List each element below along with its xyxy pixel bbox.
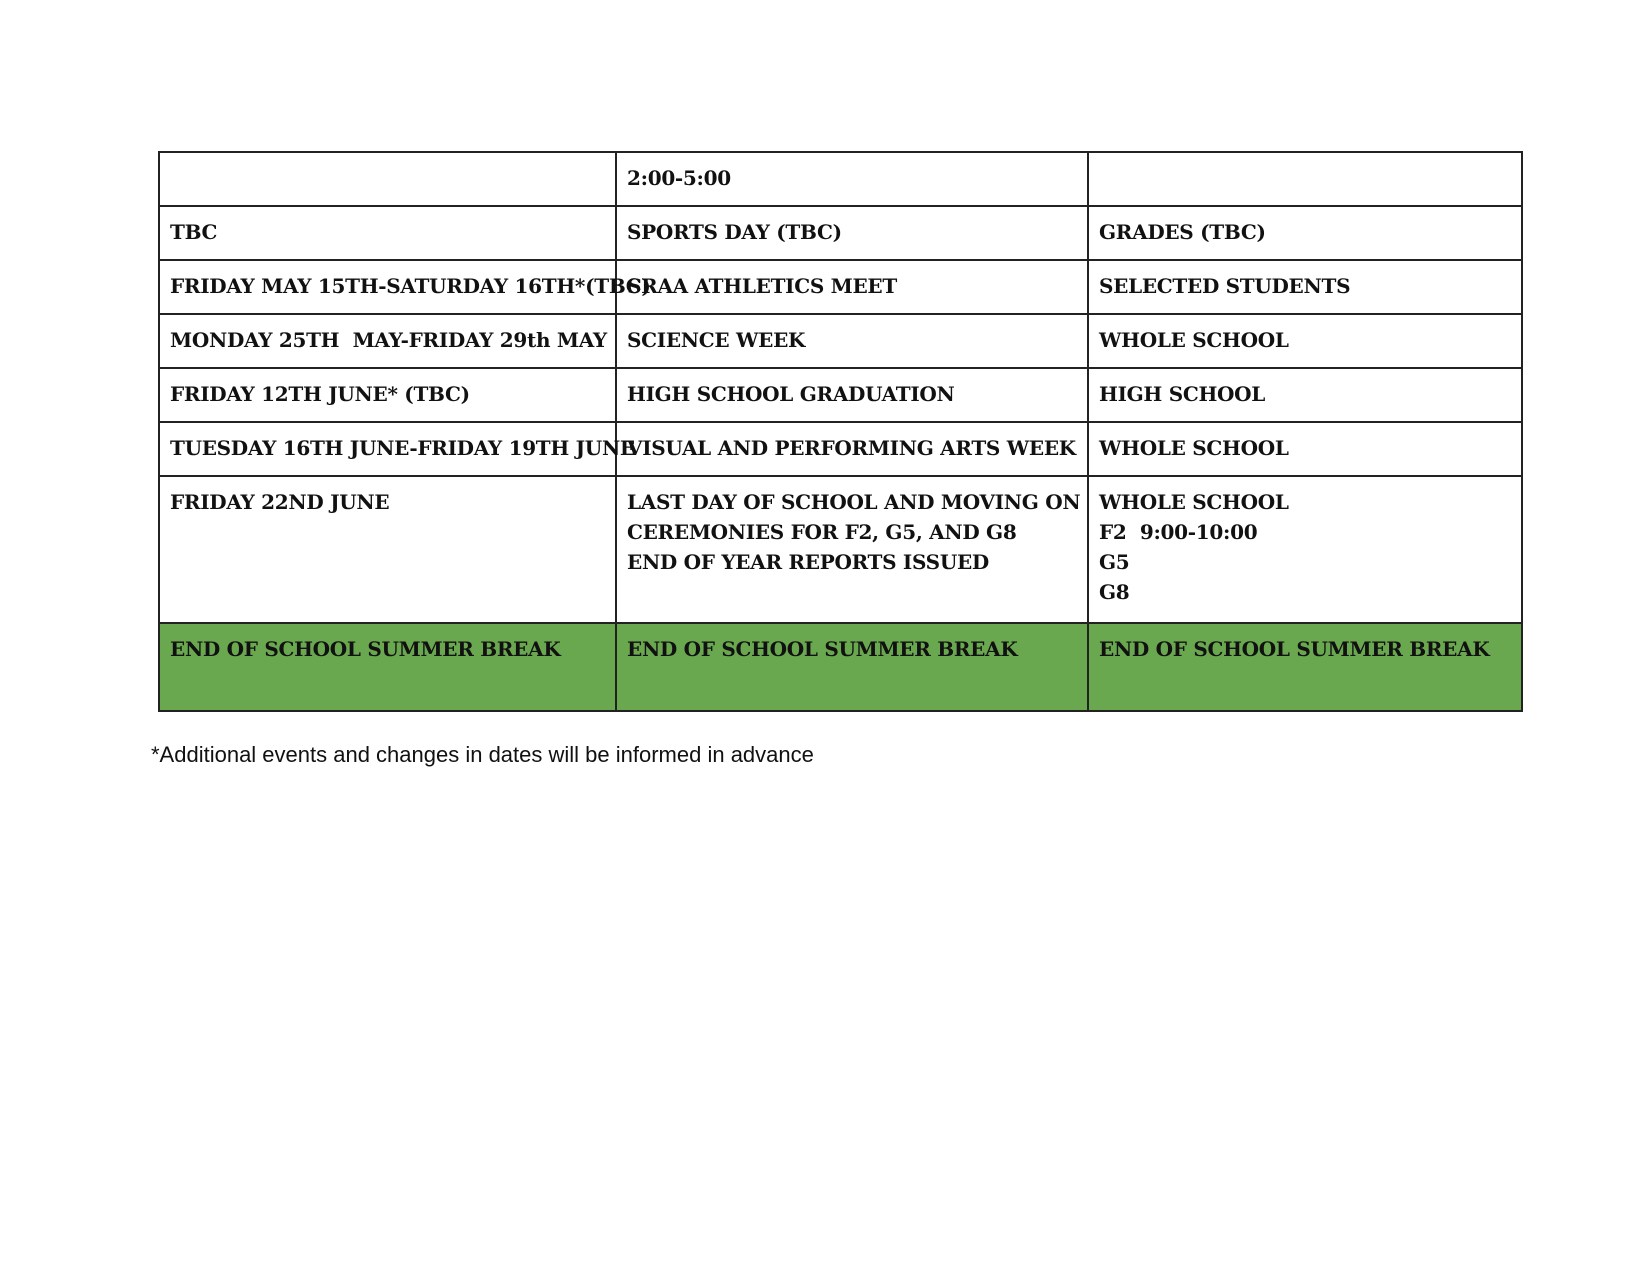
footnote: *Additional events and changes in dates will be informed in advance <box>151 742 814 767</box>
date-text: MONDAY 25TH MAY-FRIDAY 29th MAY <box>170 328 607 352</box>
event-cell <box>616 260 1088 314</box>
date-text: END OF SCHOOL SUMMER BREAK <box>170 637 561 661</box>
date-text: FRIDAY MAY 15TH-SATURDAY 16TH*(TBC) <box>170 274 651 298</box>
participants-cell <box>1088 152 1522 206</box>
participants-cell <box>1088 476 1522 623</box>
participants-cell <box>1088 623 1522 711</box>
table-row <box>159 476 1522 623</box>
participants-cell <box>1088 368 1522 422</box>
participants-text: SELECTED STUDENTS <box>1099 274 1351 298</box>
participants-text: GRADES (TBC) <box>1099 220 1266 244</box>
date-text: TBC <box>170 220 218 244</box>
table-row <box>159 260 1522 314</box>
event-cell <box>616 314 1088 368</box>
event-cell <box>616 368 1088 422</box>
event-text: SCIENCE WEEK <box>627 328 806 352</box>
event-text: END OF YEAR REPORTS ISSUED <box>627 550 989 574</box>
participants-text: END OF SCHOOL SUMMER BREAK <box>1099 637 1490 661</box>
participants-cell <box>1088 314 1522 368</box>
event-text: END OF SCHOOL SUMMER BREAK <box>627 637 1018 661</box>
event-text: SPORTS DAY (TBC) <box>627 220 842 244</box>
table-row <box>159 206 1522 260</box>
event-text: CEREMONIES FOR F2, G5, AND G8 <box>627 520 1017 544</box>
participants-text: F2 9:00-10:00 <box>1099 520 1258 544</box>
participants-text: WHOLE SCHOOL <box>1099 436 1289 460</box>
participants-cell <box>1088 260 1522 314</box>
table-row <box>159 152 1522 206</box>
table-row <box>159 422 1522 476</box>
date-text: FRIDAY 22ND JUNE <box>170 490 390 514</box>
date-text: TUESDAY 16TH JUNE-FRIDAY 19TH JUNE <box>170 436 635 460</box>
date-cell <box>159 206 616 260</box>
table-row <box>159 368 1522 422</box>
participants-text: WHOLE SCHOOL <box>1099 328 1289 352</box>
event-cell <box>616 623 1088 711</box>
participants-cell <box>1088 422 1522 476</box>
event-text: LAST DAY OF SCHOOL AND MOVING ON <box>627 490 1081 514</box>
participants-text: G5 <box>1099 550 1130 574</box>
event-cell <box>616 206 1088 260</box>
date-cell <box>159 314 616 368</box>
participants-text: WHOLE SCHOOL <box>1099 490 1289 514</box>
date-cell <box>159 260 651 314</box>
date-cell <box>159 152 616 206</box>
date-cell <box>159 476 616 623</box>
table-row <box>159 314 1522 368</box>
participants-text: HIGH SCHOOL <box>1099 382 1266 406</box>
event-cell <box>616 422 1088 476</box>
event-text: HIGH SCHOOL GRADUATION <box>627 382 955 406</box>
participants-text: G8 <box>1099 580 1130 604</box>
participants-cell <box>1088 206 1522 260</box>
date-cell <box>159 422 635 476</box>
events-schedule-table <box>158 151 1523 712</box>
event-text: SRAA ATHLETICS MEET <box>627 274 897 298</box>
date-text: FRIDAY 12TH JUNE* (TBC) <box>170 382 470 406</box>
event-cell <box>616 152 1088 206</box>
event-cell <box>616 476 1088 623</box>
date-cell <box>159 368 616 422</box>
date-cell <box>159 623 616 711</box>
event-text: VISUAL AND PERFORMING ARTS WEEK <box>627 436 1076 460</box>
summer-break-row <box>159 623 1522 711</box>
event-text: 2:00-5:00 <box>627 166 731 190</box>
